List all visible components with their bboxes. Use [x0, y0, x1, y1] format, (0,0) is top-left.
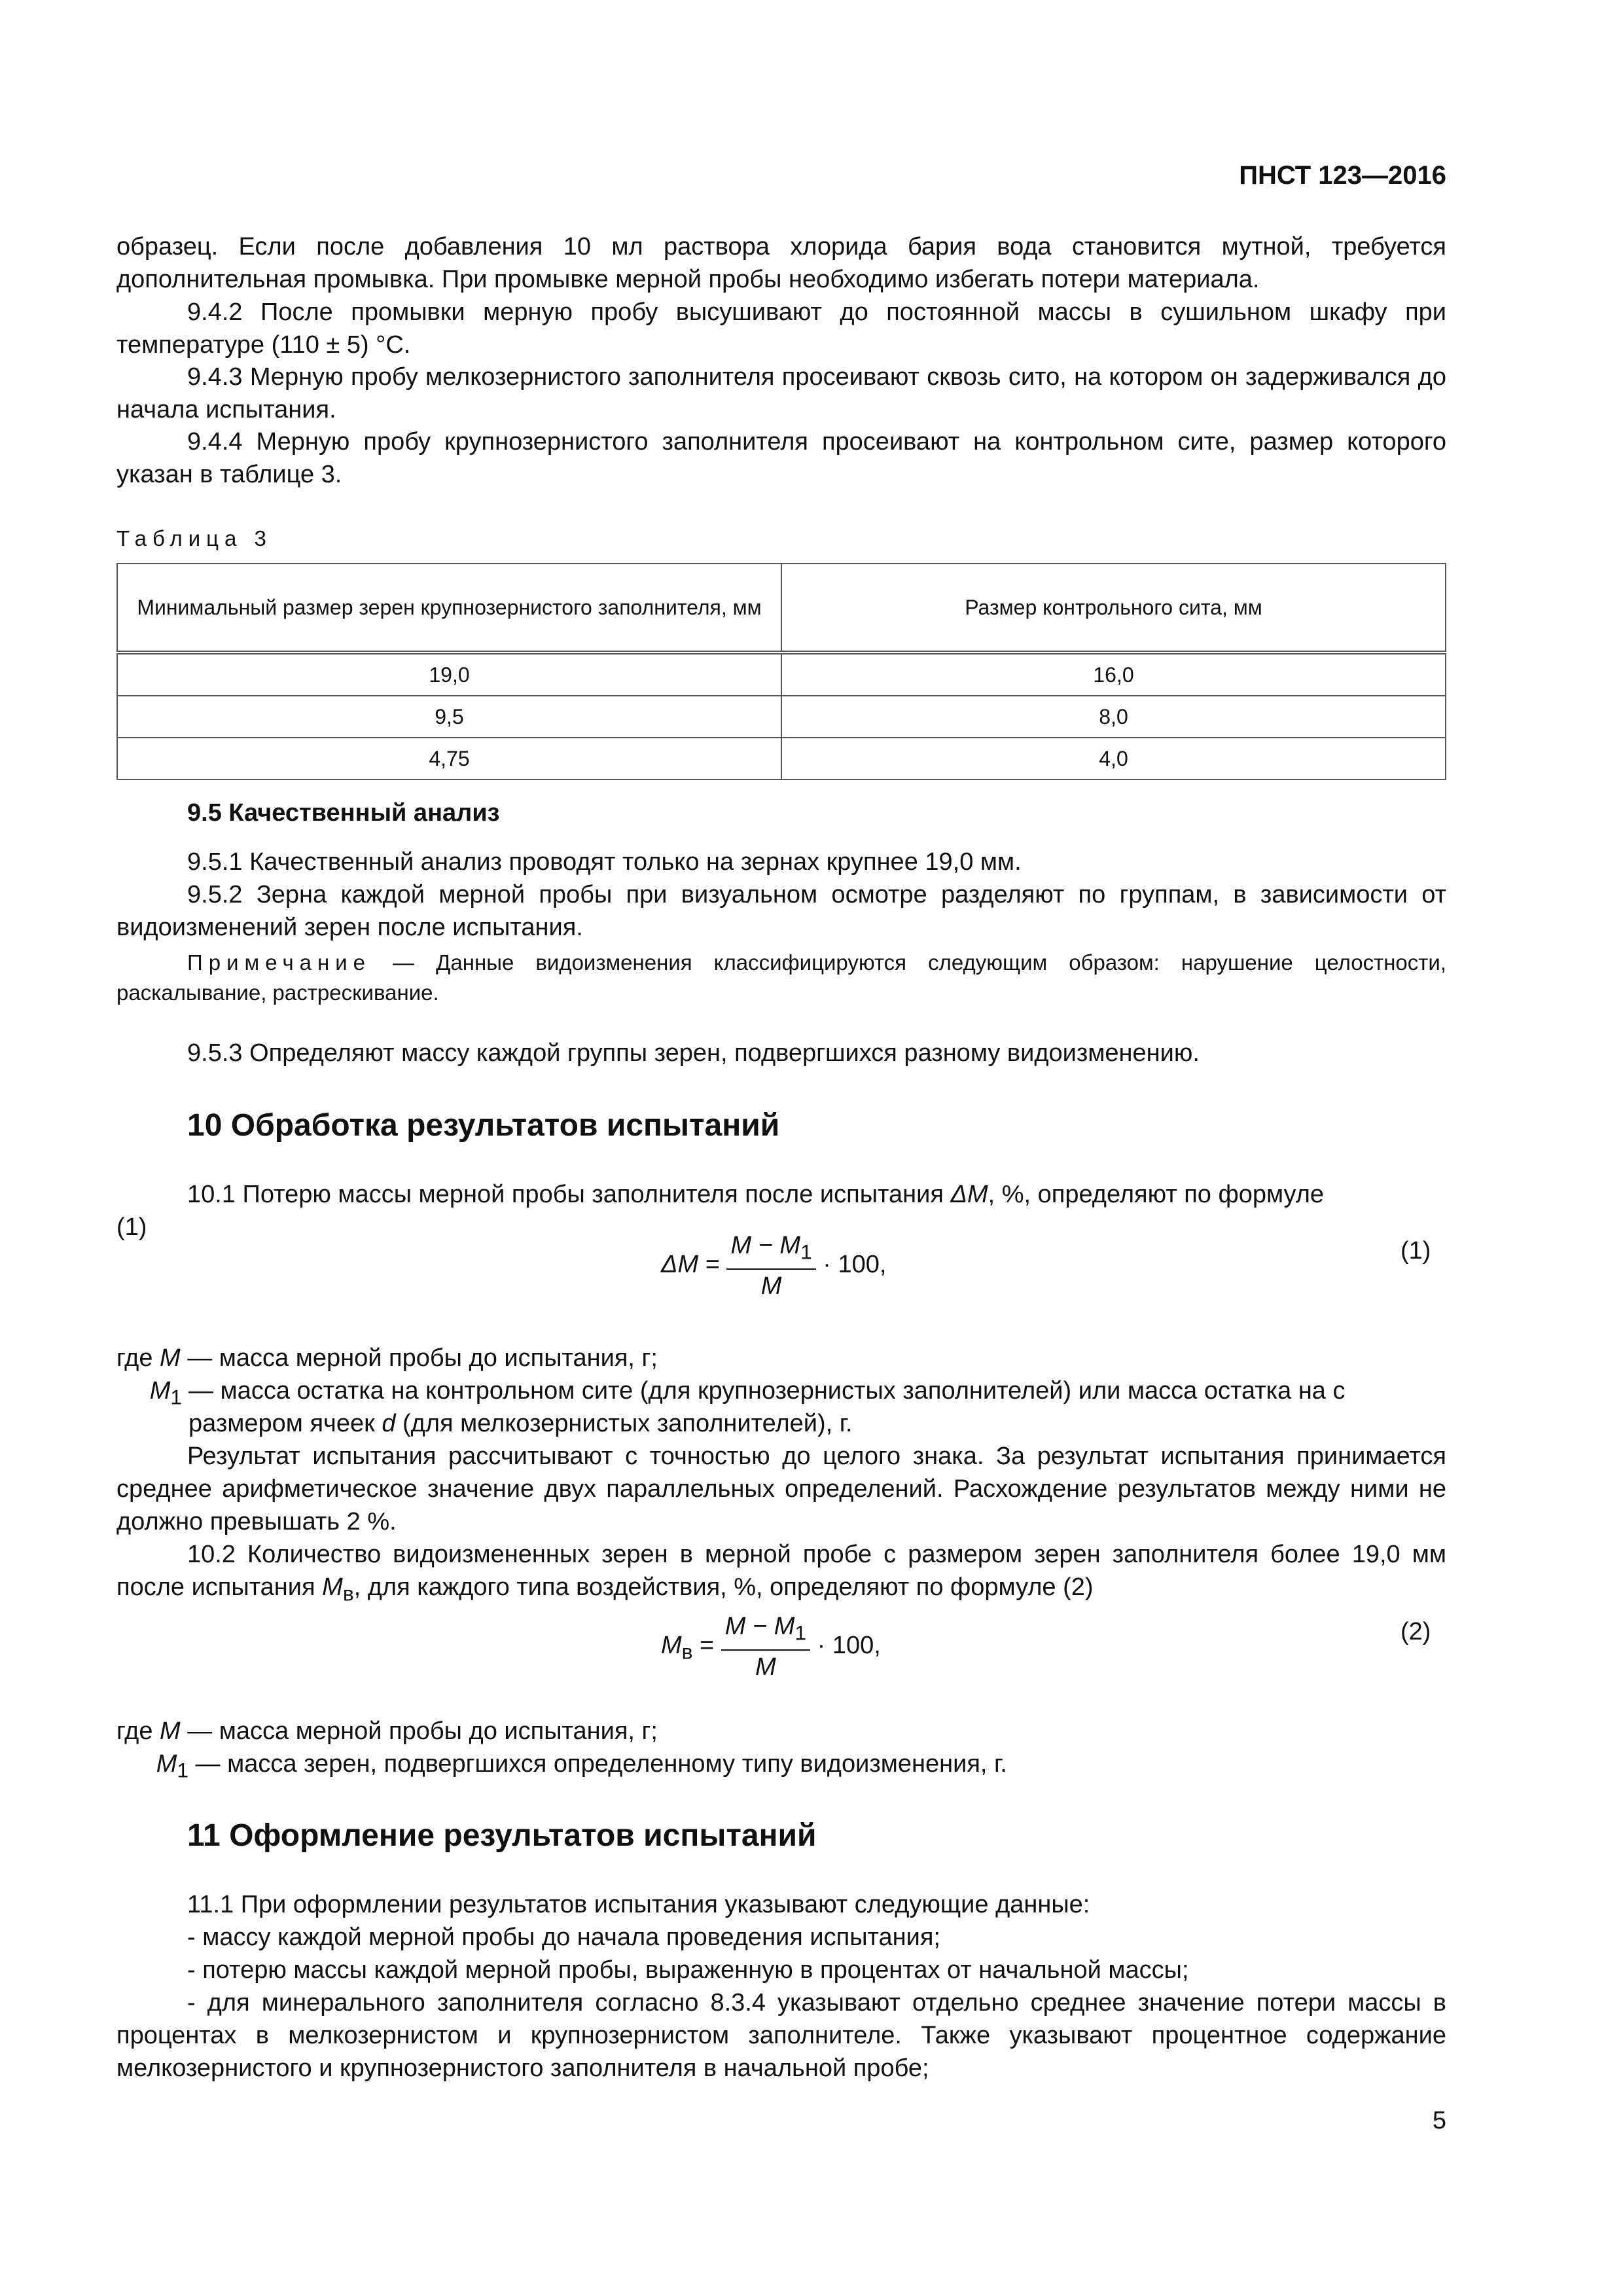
- formula-1-tail: · 100,: [823, 1250, 887, 1278]
- m1-subscript-2: 1: [177, 1758, 188, 1782]
- section-11-title: 11 Оформление результатов испытаний: [187, 1818, 817, 1853]
- section-10-title: 10 Обработка результатов испытаний: [187, 1108, 780, 1143]
- formula-2-subscript: 1: [794, 1621, 807, 1645]
- m1-variable: M: [149, 1377, 171, 1405]
- table-3: [116, 563, 1446, 780]
- definition-m-2: [116, 1715, 658, 1748]
- definition-m1-text: — масса остатка на контрольном сите (для крупнозернистых заполнителей) или масса остатка на с размером ячеек: [188, 1377, 1346, 1437]
- d-variable: d: [382, 1410, 396, 1437]
- formula-2-number: (2): [1400, 1618, 1431, 1645]
- definition-m1-2-text: — масса зерен, подвергшихся определенному типу видоизменения, г.: [188, 1750, 1007, 1778]
- delta-m-variable: ΔM: [950, 1181, 988, 1208]
- table-cell: 9,5: [117, 696, 781, 738]
- formula-1-subscript: 1: [800, 1240, 812, 1264]
- paragraph-10-1-text-end: , %, определяют по формуле: [988, 1181, 1325, 1208]
- paragraph-10-2: [116, 1538, 1446, 1610]
- paragraph-9-5-3: 9.5.3 Определяют массу каждой группы зерен, подвергшихся разному видоизменению.: [187, 1039, 1200, 1067]
- formula-2-numerator: M − M: [724, 1613, 795, 1640]
- m-variable-2: M: [160, 1717, 181, 1745]
- formula-2-lhs: M: [661, 1631, 682, 1659]
- definition-m: [116, 1342, 658, 1374]
- document-number: ПНСТ 123—2016: [1239, 161, 1446, 190]
- table-cell: 4,0: [781, 738, 1446, 780]
- definition-m1-tail: (для мелкозернистых заполнителей), г.: [395, 1410, 853, 1437]
- table-cell: 4,75: [117, 738, 781, 780]
- m1-subscript: 1: [170, 1385, 182, 1409]
- formula-1-number: (1): [1400, 1237, 1431, 1265]
- m1-variable-2: M: [156, 1750, 177, 1778]
- table-cell: 19,0: [117, 653, 781, 696]
- list-item: - массу каждой мерной пробы до начала проведения испытания;: [187, 1924, 940, 1951]
- note: [116, 948, 1446, 1008]
- paragraph-result: Результат испытания рассчитывают с точностью до целого знака. За результат испытания принимается среднее арифметическое значение двух параллельных определений. Расхождение результатов между ними не должно превышать 2 %.: [116, 1443, 1446, 1535]
- formula-1-denominator: M: [760, 1272, 782, 1300]
- formula-1-fraction: [726, 1229, 815, 1302]
- paragraph-9-5-2: 9.5.2 Зерна каждой мерной пробы при визуальном осмотре разделяют по группам, в зависимости от видоизменений зерен после испытания.: [116, 881, 1446, 941]
- table-cell: 16,0: [781, 653, 1446, 696]
- formula-1-numerator: M − M: [730, 1232, 801, 1259]
- m-variable: M: [160, 1344, 181, 1372]
- definition-m1-2: [116, 1748, 1446, 1787]
- definition-m1: [116, 1374, 1446, 1440]
- paragraph-10-2-text: 10.2 Количество видоизмененных зерен в мерной пробе с размером зерен заполнителя более 19,0 мм после испытания: [116, 1541, 1446, 1601]
- paragraph-9-5-1: 9.5.1 Качественный анализ проводят только на зернах крупнее 19,0 мм.: [187, 848, 1022, 876]
- note-text: — Данные видоизменения классифицируются следующим образом: нарушение целостности, раскалывание, растрескивание.: [116, 950, 1446, 1005]
- table-header-min-grain: Минимальный размер зерен крупнозернистого заполнителя, мм: [117, 564, 781, 653]
- formula-2-tail: · 100,: [817, 1631, 881, 1659]
- paragraph-10-2-text-end: , для каждого типа воздействия, %, определяют по формуле (2): [353, 1573, 1094, 1601]
- paragraph-9-4-2: 9.4.2 После промывки мерную пробу высушивают до постоянной массы в сушильном шкафу при температуре (110 ± 5) °С.: [116, 298, 1446, 359]
- note-label: Примечание: [187, 950, 372, 975]
- formula-2: $M_в$ = $\frac{M - M_1}{M}$ · 100,: [661, 1610, 881, 1683]
- where-label: где: [116, 1344, 160, 1372]
- formula-2-denominator: M: [755, 1653, 776, 1681]
- formula-1: ΔM = $\frac{M - M_1}{M}$ · 100,: [661, 1229, 886, 1302]
- formula-1-lhs: ΔM: [661, 1250, 699, 1278]
- paragraph-11-1: 11.1 При оформлении результатов испытания указывают следующие данные:: [187, 1891, 1090, 1918]
- formula-2-lhs-subscript: в: [681, 1640, 693, 1664]
- paragraph-9-4-3: 9.4.3 Мерную пробу мелкозернистого заполнителя просеивают сквозь сито, на котором он задерживался до начала испытания.: [116, 363, 1446, 423]
- section-9-5-title: 9.5 Качественный анализ: [187, 799, 500, 827]
- list-item: - потерю массы каждой мерной пробы, выраженную в процентах от начальной массы;: [187, 1956, 1189, 1984]
- paragraph-10-1-text: 10.1 Потерю массы мерной пробы заполнителя после испытания: [187, 1181, 951, 1208]
- page-number: 5: [1432, 2107, 1446, 2134]
- paragraph-10-1-ref: (1): [116, 1213, 147, 1241]
- definition-m-text: — масса мерной пробы до испытания, г;: [180, 1344, 658, 1372]
- mv-variable: M: [322, 1573, 343, 1601]
- table-cell: 8,0: [781, 696, 1446, 738]
- mv-subscript: в: [342, 1581, 354, 1605]
- where-label-2: где: [116, 1717, 160, 1745]
- paragraph-10-1: [116, 1178, 1446, 1211]
- paragraph-9-4-4: 9.4.4 Мерную пробу крупнозернистого заполнителя просеивают на контрольном сите, размер которого указан в таблице 3.: [116, 428, 1446, 488]
- table-header-sieve-size: Размер контрольного сита, мм: [781, 564, 1446, 653]
- list-item: - для минерального заполнителя согласно 8.3.4 указывают отдельно среднее значение потери массы в процентах в мелкозернистом и крупнозернистом заполнителе. Также указывают процентное содержание мелкозернистого и крупнозернистого заполнителя в начальной пробе;: [116, 1989, 1446, 2082]
- definition-m-2-text: — масса мерной пробы до испытания, г;: [180, 1717, 658, 1745]
- formula-2-fraction: [721, 1610, 810, 1683]
- paragraph-continuation: образец. Если после добавления 10 мл раствора хлорида бария вода становится мутной, требуется дополнительная промывка. При промывке мерной пробы необходимо избегать потери материала.: [116, 233, 1446, 293]
- table-caption: Таблица 3: [116, 526, 272, 550]
